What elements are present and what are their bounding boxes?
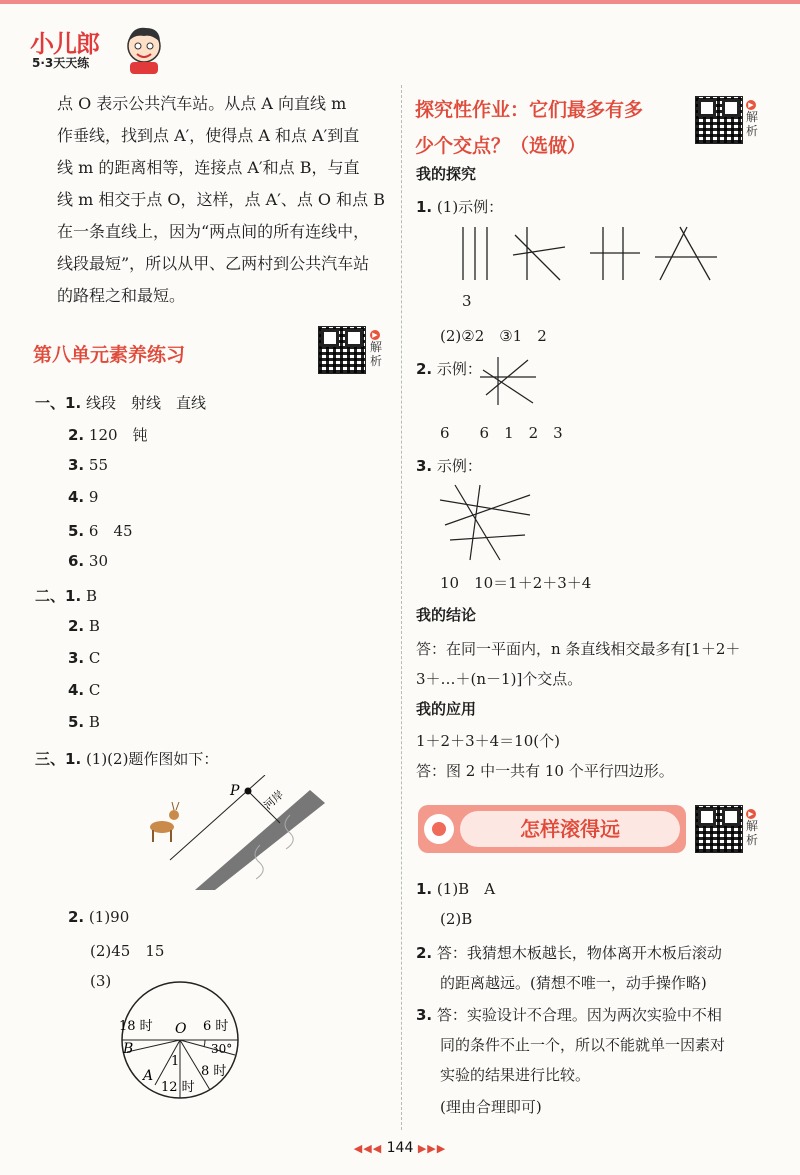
label-8: 8 时: [201, 1064, 227, 1079]
item-answer: (1)(2)题作图如下：: [85, 750, 219, 768]
item-number: 3.: [68, 649, 85, 667]
angle-arc: [204, 1040, 205, 1047]
section-label: 三、: [35, 750, 66, 768]
conclusion-line: 答：在同一平面内，n 条直线相交最多有[1＋2＋: [416, 640, 741, 658]
intro-line: 线段最短”，所以从甲、乙两村到公共汽车站: [57, 254, 370, 273]
right-arrows-icon: ▶▶▶: [417, 1142, 447, 1155]
item-answer: 示例：: [436, 457, 482, 475]
point-p-label: P: [230, 783, 240, 799]
five-lines-figure: [435, 480, 535, 565]
intersecting-line: [455, 485, 500, 560]
rolling-banner: [418, 805, 686, 853]
inquiry-title-line: 探究性作业：它们最多有多: [415, 99, 644, 121]
play-icon: ▶: [370, 330, 380, 340]
list-item: [68, 908, 129, 926]
column-divider: [401, 85, 402, 1130]
q2-answer: 6 6 1 2 3: [440, 424, 563, 442]
q1-answer: 3: [462, 292, 472, 310]
item-number: 3.: [416, 1006, 433, 1024]
list-item: [68, 456, 108, 474]
section-3: [35, 748, 218, 769]
item-number: 4.: [68, 488, 85, 506]
item-answer: (1)90: [88, 908, 130, 926]
application-line: 1＋2＋3＋4＝10(个): [416, 732, 560, 750]
play-icon: ▶: [746, 100, 756, 110]
riverbank-figure: [140, 775, 340, 895]
item-number: 2.: [68, 617, 85, 635]
item-answer: C: [88, 681, 101, 699]
section-label: 二、: [35, 587, 66, 605]
item-answer: 6 45: [88, 522, 133, 540]
bullet-icon: [424, 814, 454, 844]
brand-logo: [30, 22, 170, 78]
application-line: 答：图 2 中一共有 10 个平行四边形。: [416, 762, 674, 780]
item-answer: B: [88, 713, 100, 731]
qr-code-icon[interactable]: [695, 805, 743, 853]
list-item: [68, 520, 133, 541]
qr-caption-text: 解析: [746, 110, 759, 138]
list-item: [68, 552, 108, 570]
intro-line: 的路程之和最短。: [57, 286, 186, 305]
rolling-title: 怎样滚得远: [460, 811, 680, 847]
item-answer: (1)B A: [436, 880, 496, 898]
label-b: B: [123, 1041, 134, 1057]
intro-paragraph: [57, 88, 393, 312]
item-answer: (2)B: [440, 910, 473, 928]
item-number: 1.: [416, 880, 433, 898]
item-answer: 的距离越远。(猜想不唯一，动手操作略): [440, 974, 707, 992]
section-label: 一、: [35, 394, 66, 412]
item-number: 1.: [65, 394, 82, 412]
application-heading: 我的应用: [416, 700, 477, 718]
star-line: [515, 235, 560, 280]
item-number: 1.: [65, 587, 82, 605]
item-answer: B: [88, 617, 100, 635]
item-number: 2.: [416, 360, 433, 378]
river-shape: [195, 790, 325, 890]
label-6: 6 时: [203, 1019, 229, 1034]
item-answer: 120 钝: [88, 426, 148, 444]
list-item: [416, 878, 495, 899]
list-item: [440, 1096, 542, 1117]
intro-line: 点 O 表示公共汽车站。从点 A 向直线 m: [57, 94, 347, 113]
item-number: 5.: [68, 522, 85, 540]
deer-icon: [150, 802, 179, 842]
list-item: [440, 972, 707, 993]
item-answer: 线段 射线 直线: [85, 394, 206, 412]
list-item: [416, 196, 503, 217]
list-item: [68, 617, 100, 635]
label-angle: 30°: [211, 1042, 233, 1056]
item-number: 3.: [416, 457, 433, 475]
list-item: [440, 1064, 590, 1085]
list-item: [416, 942, 722, 963]
list-item: [68, 649, 100, 667]
conclusion-heading: 我的结论: [416, 606, 477, 624]
item-number: 2.: [416, 944, 433, 962]
star-figure: [478, 355, 538, 410]
label-o: O: [175, 1021, 187, 1037]
item-answer: 55: [88, 456, 109, 474]
list-item: [440, 1034, 725, 1055]
item-answer: C: [88, 649, 101, 667]
list-item: [90, 940, 164, 961]
item-number: 1.: [65, 750, 82, 768]
item-answer: (理由合理即可): [440, 1098, 542, 1116]
item-answer: (3): [90, 972, 112, 990]
label-12: 12 时: [161, 1080, 195, 1095]
intersecting-line: [440, 500, 530, 515]
intro-line: 作垂线，找到点 A′，使得点 A 和点 A′到直: [57, 126, 360, 145]
label-18: 18 时: [119, 1019, 153, 1034]
item-answer: 实验的结果进行比较。: [440, 1066, 591, 1084]
list-item: [416, 455, 482, 476]
mascot-icon: [122, 22, 166, 74]
left-arrows-icon: ◀◀◀: [353, 1142, 383, 1155]
inquiry-title-line: 少个交点？（选做）: [415, 135, 587, 157]
top-color-bar: [0, 0, 800, 4]
qr-caption: [746, 96, 760, 138]
intersecting-line: [445, 495, 530, 525]
list-item: [68, 424, 148, 445]
star-line: [513, 247, 565, 255]
item-number: 3.: [68, 456, 85, 474]
item-answer: (1)示例：: [436, 198, 504, 216]
q3-answer: 10 10＝1＋2＋3＋4: [440, 574, 592, 592]
item-answer: 示例：: [436, 360, 482, 378]
list-item: [90, 972, 111, 990]
qr-code-icon[interactable]: [318, 326, 366, 374]
qr-code-icon[interactable]: [695, 96, 743, 144]
play-icon: ▶: [746, 809, 756, 819]
list-item: [68, 681, 100, 699]
list-item: [440, 910, 472, 928]
intro-line: 在一条直线上，因为“两点间的所有连线中，: [57, 222, 370, 241]
page-footer: [0, 1140, 800, 1156]
label-1: 1: [171, 1054, 180, 1069]
clock-hand-b: [127, 1040, 180, 1052]
qr-caption: [370, 326, 384, 368]
page-number: 144: [386, 1140, 414, 1156]
star-line: [483, 370, 533, 403]
conclusion-line: 3＋…＋(n－1)]个交点。: [416, 670, 583, 688]
section-1: [35, 392, 206, 413]
explore-heading: 我的探究: [416, 165, 477, 183]
clock-figure: [115, 975, 245, 1105]
intro-line: 线 m 相交于点 O，这样，点 A′、点 O 和点 B: [57, 190, 385, 209]
list-item: [416, 358, 482, 379]
item-number: 2.: [68, 426, 85, 444]
qr-caption-text: 解析: [746, 819, 759, 847]
label-a: A: [143, 1068, 154, 1084]
q1-sub-answer: (2)②2 ③1 2: [440, 327, 547, 345]
bank-label: 河岸: [261, 787, 287, 813]
item-answer: 9: [88, 488, 99, 506]
series-name: 5·3天天练: [32, 56, 90, 70]
triangle-line: [680, 227, 710, 280]
list-item: [68, 713, 100, 731]
intro-line: 线 m 的距离相等，连接点 A′和点 B，与直: [57, 158, 360, 177]
item-answer: (2)45 15: [90, 942, 165, 960]
item-answer: 答：我猜想木板越长，物体离开木板后滚动: [436, 944, 722, 962]
line-examples-figure: [455, 225, 720, 285]
item-number: 2.: [68, 908, 85, 926]
item-number: 1.: [416, 198, 433, 216]
list-item: [416, 1004, 722, 1025]
qr-caption-text: 解析: [370, 340, 383, 368]
qr-caption: [746, 805, 760, 847]
inquiry-title: [415, 92, 643, 164]
section-2: [35, 585, 97, 606]
list-item: [68, 488, 98, 506]
triangle-line: [660, 227, 687, 280]
unit8-title: 第八单元素养练习: [33, 344, 186, 366]
item-number: 4.: [68, 681, 85, 699]
item-answer: B: [85, 587, 97, 605]
point-p: [245, 788, 252, 795]
item-number: 5.: [68, 713, 85, 731]
intersecting-line: [470, 485, 480, 560]
item-answer: 答：实验设计不合理。因为两次实验中不相: [436, 1006, 722, 1024]
brand-name: 小儿郎: [30, 30, 99, 58]
item-answer: 同的条件不止一个，所以不能就单一因素对: [440, 1036, 726, 1054]
item-answer: 30: [88, 552, 109, 570]
item-number: 6.: [68, 552, 85, 570]
